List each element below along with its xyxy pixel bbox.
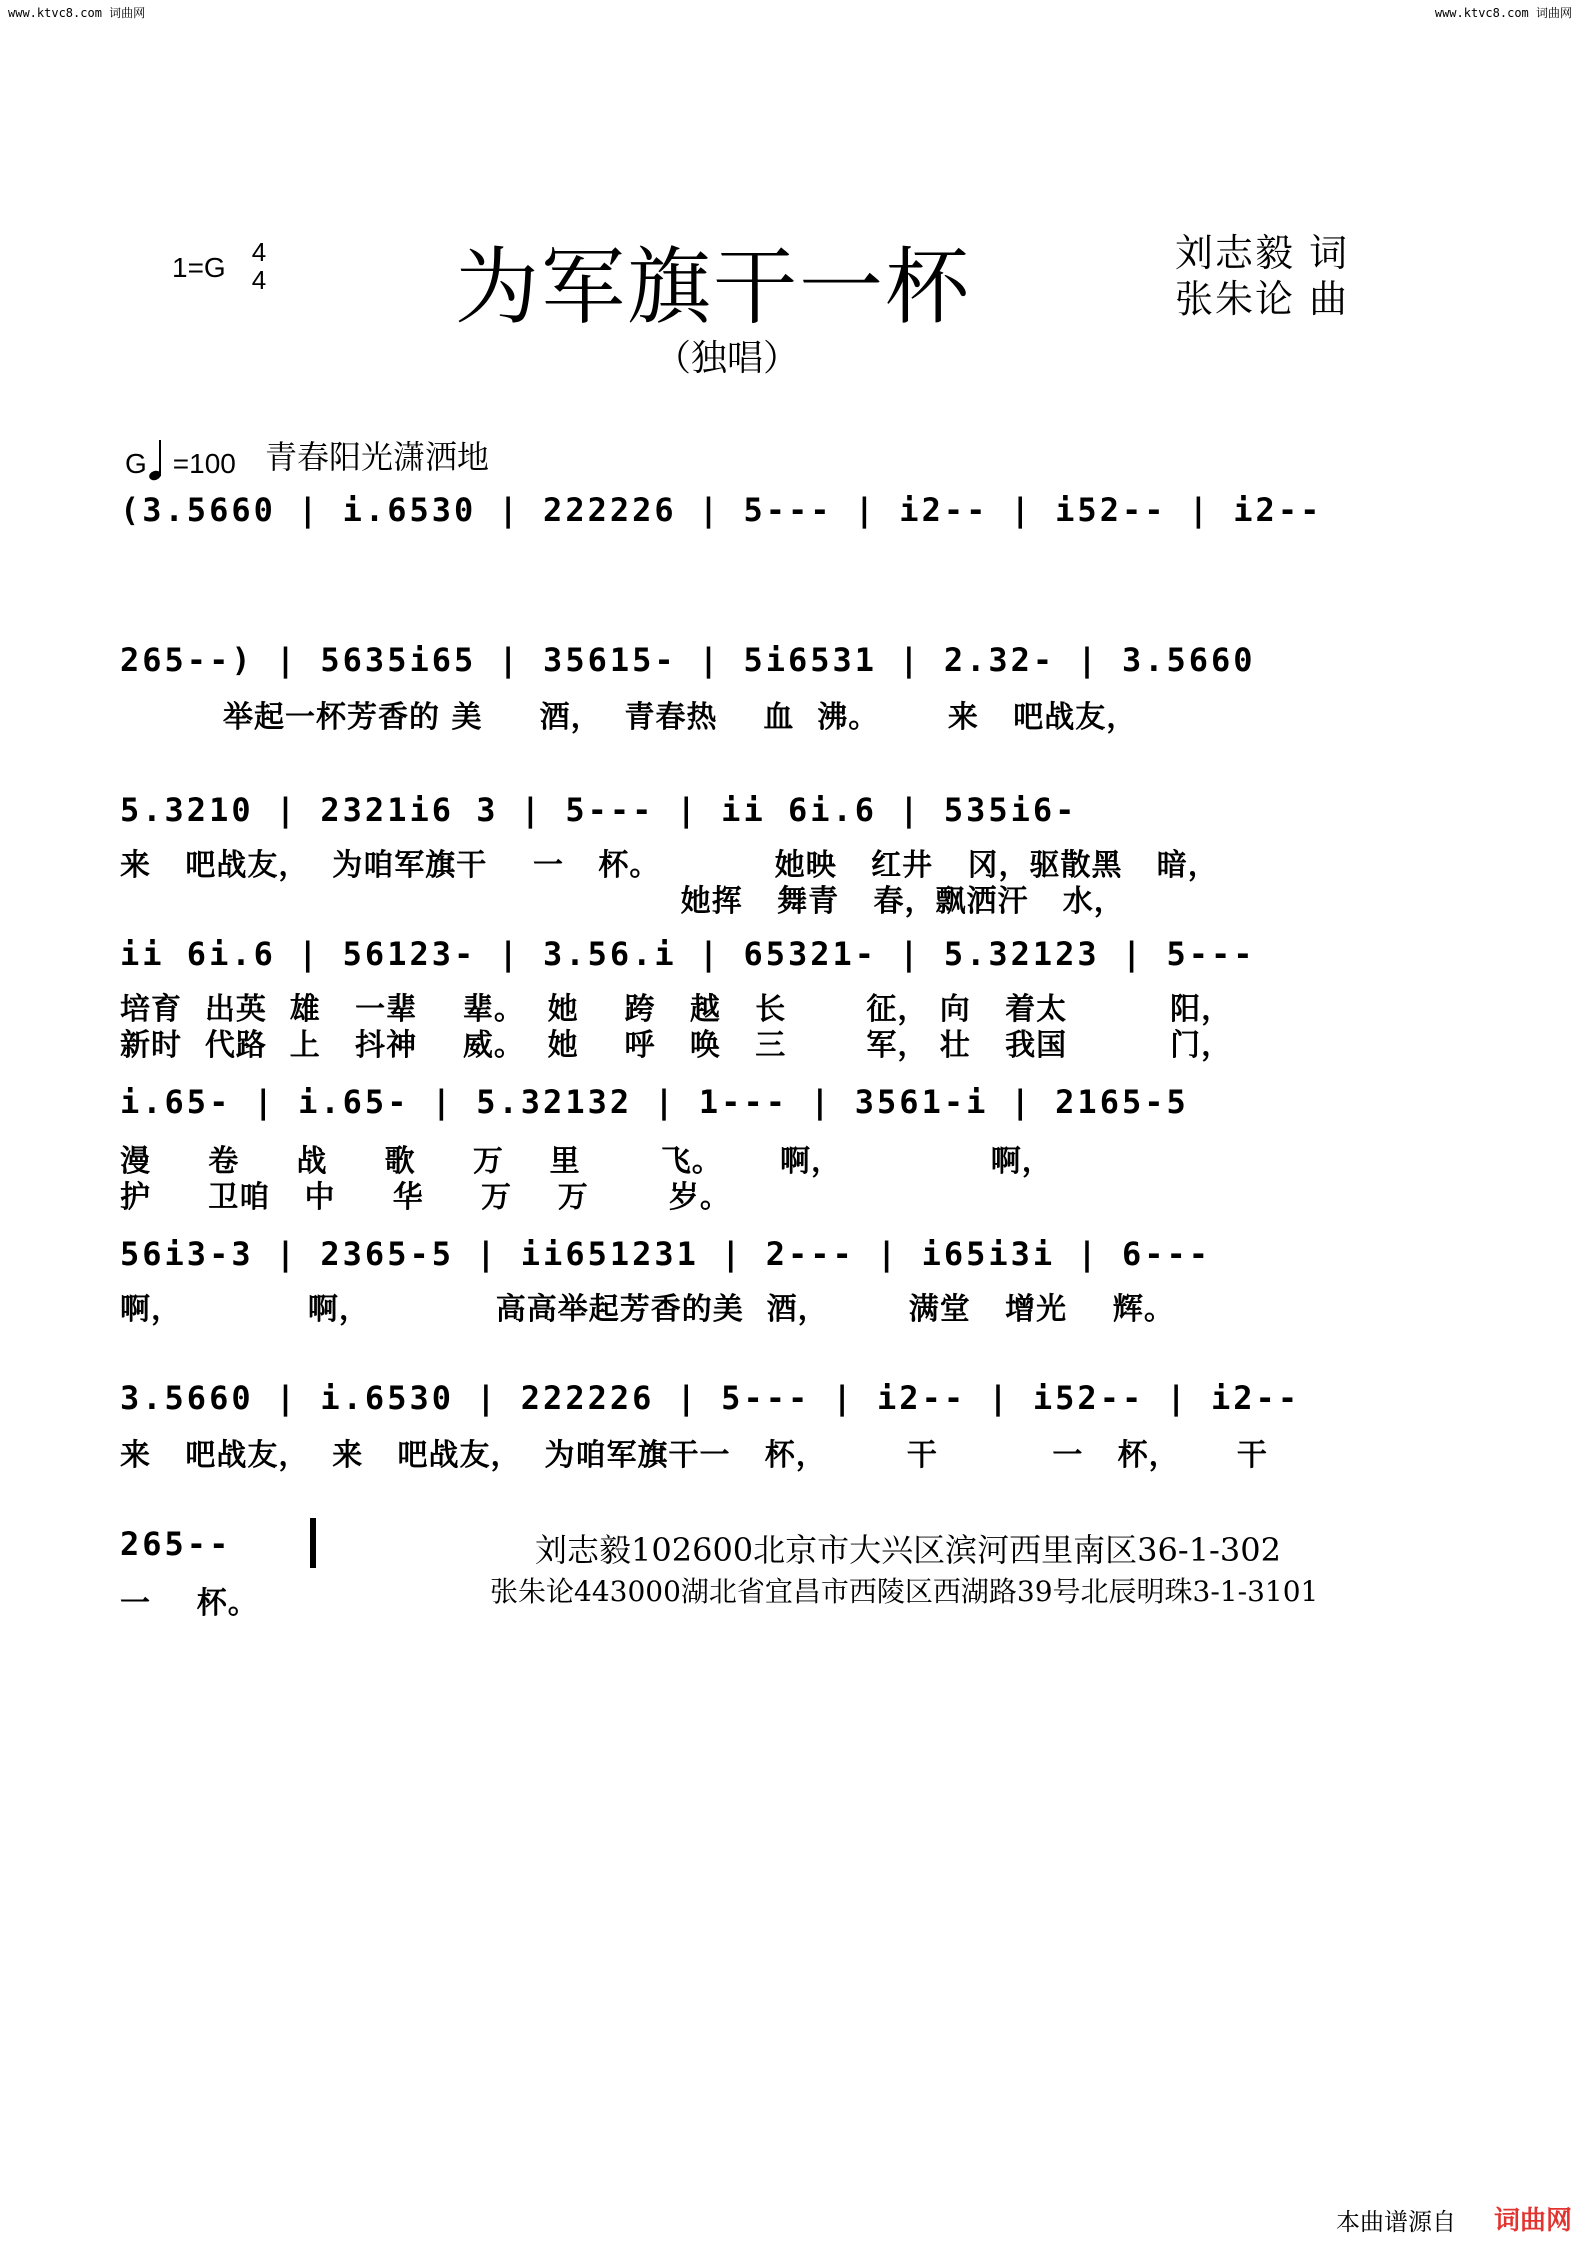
- notation-line: i.65- | i.65- | 5.32132 | 1--- | 3561-i | 2165-5: [120, 1083, 1189, 1121]
- key-signature: 1=G: [172, 252, 226, 283]
- footer-source-text: 本曲谱源自: [1336, 2208, 1456, 2236]
- staff-system-5: [120, 1074, 1410, 1130]
- lyric-line-5b: 护 卫咱 中 华 万 万 岁。: [120, 1180, 731, 1215]
- staff-system-6: [120, 1226, 1410, 1282]
- notation-line: 265--: [120, 1525, 232, 1563]
- notation-line: ii 6i.6 | 56123- | 3.56.i | 65321- | 5.32123 | 5---: [120, 935, 1256, 973]
- staff-system-7: [120, 1370, 1410, 1426]
- lyricist-credit: 刘志毅 词: [1175, 231, 1350, 275]
- lyric-line-4b: 新时 代路 上 抖神 威。 她 呼 唤 三 军， 壮 我国 门，: [120, 1028, 1233, 1063]
- time-signature: [248, 238, 270, 294]
- notation-line: 5.3210 | 2321i6 3 | 5--- | ii 6i.6 | 535i6-: [120, 791, 1078, 829]
- staff-system-3: [120, 782, 1410, 838]
- tempo-prefix: G: [125, 448, 147, 479]
- staff-system-2: [120, 632, 1410, 688]
- lyric-line-4a: 培育 出英 雄 一辈 辈。 她 跨 越 长 征， 向 着太 阳，: [120, 992, 1233, 1027]
- composer-credit: 张朱论 曲: [1175, 277, 1350, 321]
- page-title: 为军旗干一杯: [455, 238, 972, 336]
- address-lyricist: 刘志毅102600北京市大兴区滨河西里南区36-1-302: [535, 1531, 1281, 1569]
- staff-system-1: [120, 482, 1410, 538]
- lyric-line-6a: 啊， 啊， 高高举起芳香的美 酒， 满堂 增光 辉。: [120, 1292, 1175, 1327]
- lyric-line-5a: 漫 卷 战 歌 万 里 飞。 啊， 啊，: [120, 1144, 1053, 1179]
- tempo-marking: [125, 440, 236, 480]
- time-signature-top: 4: [251, 237, 267, 267]
- watermark-left: www.ktvc8.com 词曲网: [8, 6, 146, 20]
- lyric-line-3a: 来 吧战友， 为咱军旗干 一 杯。 她映 红井 冈，驱散黑 暗，: [120, 848, 1219, 883]
- notation-line: 265--) | 5635i65 | 35615- | 5i6531 | 2.32- | 3.5660: [120, 641, 1256, 679]
- notation-line: (3.5660 | i.6530 | 222226 | 5--- | i2-- | i52-- | i2--: [120, 491, 1323, 529]
- notation-line: 56i3-3 | 2365-5 | ii651231 | 2--- | i65i3i | 6---: [120, 1235, 1212, 1273]
- footer-site-link[interactable]: 词曲网: [1493, 2206, 1572, 2236]
- final-barline: [310, 1518, 316, 1568]
- address-composer: 张朱论443000湖北省宜昌市西陵区西湖路39号北辰明珠3-1-3101: [490, 1575, 1319, 1608]
- watermark-right: www.ktvc8.com 词曲网: [1434, 6, 1572, 20]
- lyric-line-2a: 举起一杯芳香的 美 酒， 青春热 血 沸。 来 吧战友，: [120, 700, 1138, 735]
- lyric-line-8a: 一 杯。: [120, 1586, 259, 1621]
- time-signature-bottom: 4: [251, 265, 267, 295]
- staff-system-8: [120, 1516, 340, 1572]
- expression-marking: 青春阳光潇洒地: [265, 438, 490, 476]
- lyric-line-3b: 她挥 舞青 春，飘洒汗 水，: [120, 884, 1125, 919]
- notation-line: 3.5660 | i.6530 | 222226 | 5--- | i2-- | i52-- | i2--: [120, 1379, 1301, 1417]
- staff-system-4: [120, 926, 1410, 982]
- lyric-line-7a: 来 吧战友， 来 吧战友， 为咱军旗干一 杯， 干 一 杯， 干: [120, 1438, 1268, 1473]
- quarter-note-icon: [149, 440, 171, 480]
- subtitle: （独唱）: [655, 338, 800, 379]
- tempo-value: =100: [172, 448, 236, 479]
